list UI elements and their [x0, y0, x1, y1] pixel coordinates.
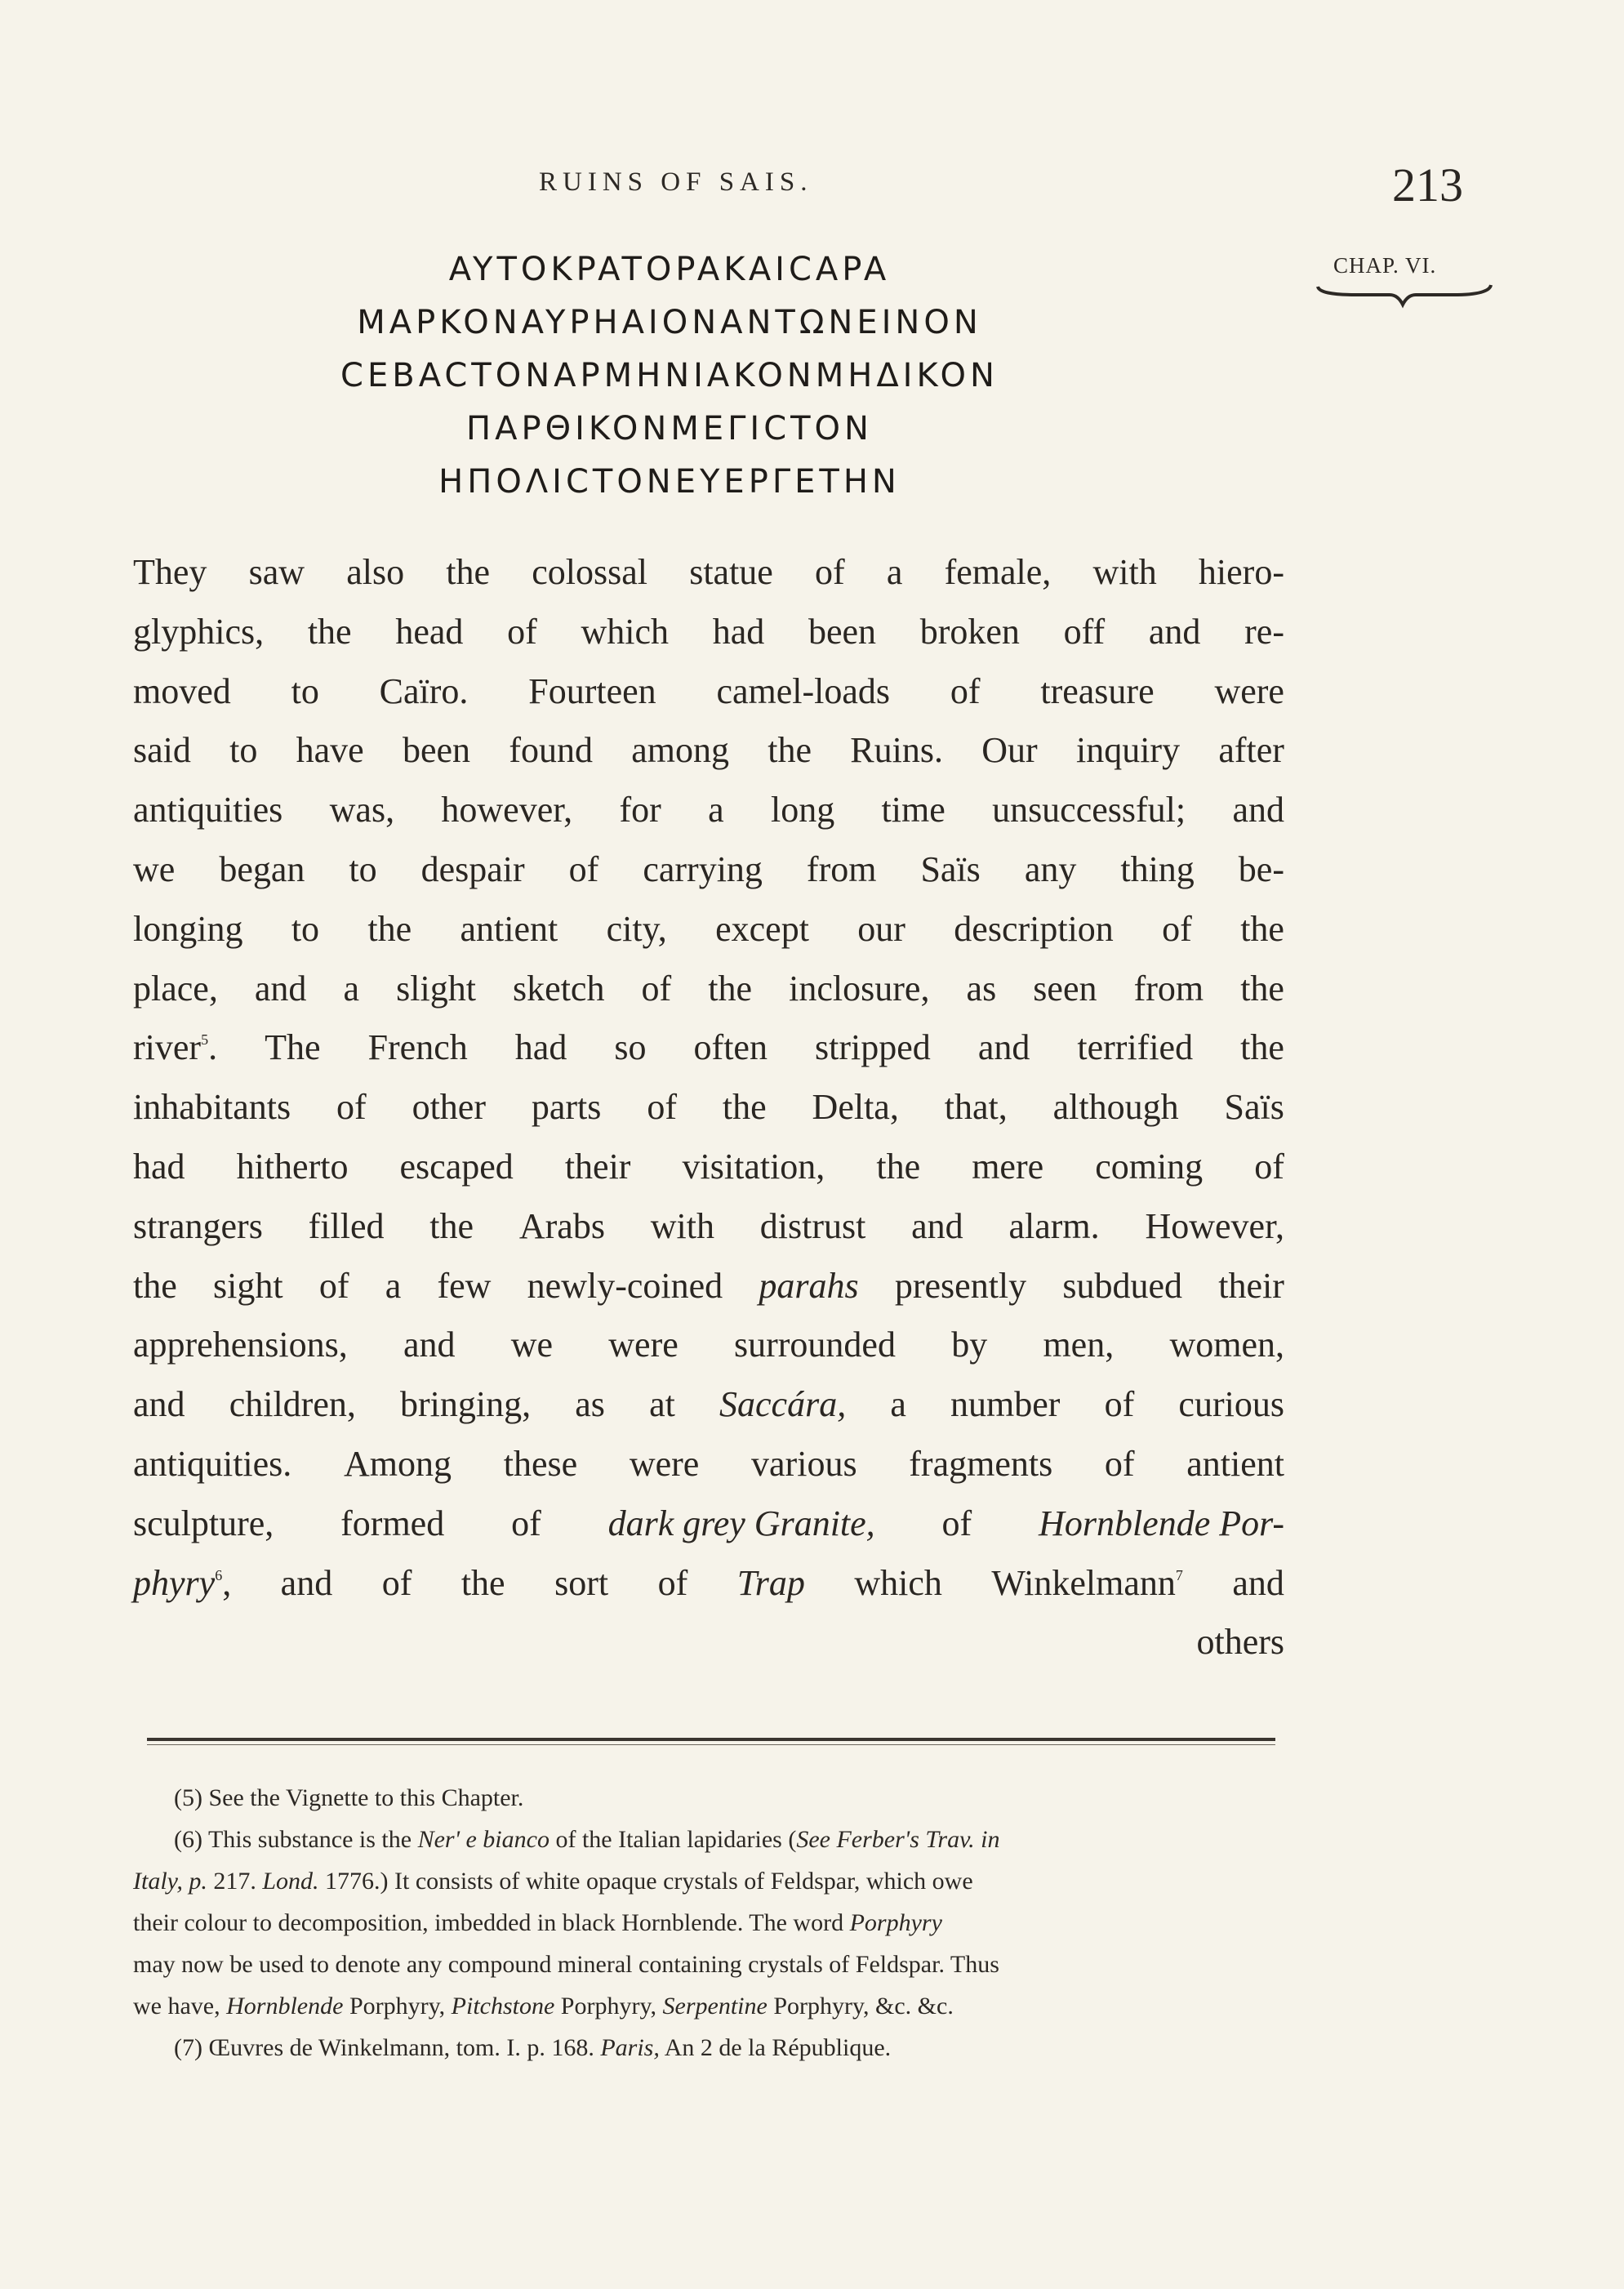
text-line: sculpture, formed of dark grey Granite, of Hornblende Por- — [133, 1503, 1284, 1543]
text-line: They saw also the colossal statue of a female, with hiero- — [133, 552, 1284, 592]
note-ref-7: 7 — [1175, 1566, 1183, 1583]
footnote-7: (7) Œuvres de Winkelmann, tom. I. p. 168. Paris, An 2 de la République. — [174, 2034, 892, 2061]
text-line: had hitherto escaped their visitation, the mere coming of — [133, 1146, 1284, 1187]
text-line: said to have been found among the Ruins. Our inquiry after — [133, 730, 1284, 771]
running-head — [0, 158, 1624, 212]
inscription-line: HΠOΛICTONEYEPΓETHN — [438, 463, 901, 501]
text-line: phyry$^6$, and of the sort of Trap which Winkelmann$^7$ and — [133, 1562, 1284, 1603]
text-line: place, and a slight sketch of the inclosure, as seen from the — [133, 968, 1284, 1009]
inscription-line: AYTOKPATOPAKAICAPA — [448, 251, 891, 288]
inscription-line: MAPKONAYPHAIONANTΩNEINON — [357, 304, 982, 341]
text-line: and children, bringing, as at Saccára, a number of curious — [133, 1384, 1284, 1425]
text-line: apprehensions, and we were surrounded by men, women, — [133, 1325, 1284, 1365]
footnote-rule-thin — [147, 1744, 1275, 1745]
inscription-line: ΠAPΘIKONMEΓICTON — [466, 410, 873, 448]
text-line: antiquities. Among these were various fragments of antient — [133, 1443, 1284, 1484]
text-line: longing to the antient city, except our description of the — [133, 908, 1284, 949]
text-line: antiquities was, however, for a long time unsuccessful; and — [133, 790, 1284, 831]
body-paragraph — [133, 543, 1284, 1672]
text-line: strangers filled the Arabs with distrust and alarm. However, — [133, 1205, 1284, 1246]
text-line: inhabitants of other parts of the Delta, that, although Saïs — [133, 1087, 1284, 1128]
footnote-5: (5) See the Vignette to this Chapter. — [174, 1784, 524, 1811]
chapter-label: CHAP. VI. — [1333, 253, 1437, 278]
greek-inscription — [269, 243, 1070, 509]
footnote-6-cont: may now be used to denote any compound mineral containing crystals of Feldspar. Thus — [133, 1951, 999, 1978]
footnote-6-cont: their colour to decomposition, imbedded in black Hornblende. The word Porphyry — [133, 1909, 942, 1936]
chapter-brace-ornament — [1315, 282, 1494, 314]
text-line: glyphics, the head of which had been broken off and re- — [133, 611, 1284, 652]
footnote-6: (6) This substance is the Ner' e bianco of the Italian lapidaries (See Ferber's Trav. in — [174, 1826, 1000, 1853]
note-ref-5: 5 — [201, 1031, 209, 1049]
running-title: RUINS OF SAIS. — [539, 167, 813, 197]
footnotes — [133, 1777, 1284, 2069]
text-line: river$^5$. The French had so often stripped and terrified the — [133, 1027, 1284, 1068]
text-line: we began to despair of carrying from Saïs any thing be- — [133, 848, 1284, 889]
note-ref-6: 6 — [215, 1566, 223, 1583]
text-line: moved to Caïro. Fourteen camel-loads of treasure were — [133, 670, 1284, 711]
footnote-6-cont: Italy, p. 217. Lond. 1776.) It consists of white opaque crystals of Feldspar, which owe — [133, 1868, 973, 1895]
catchword: others — [1196, 1622, 1284, 1663]
inscription-line: CEBACTONAPMHNIAKONMHΔIKON — [340, 357, 999, 394]
text-line: the sight of a few newly-coined parahs presently subdued their — [133, 1265, 1284, 1306]
page-number: 213 — [1392, 158, 1463, 212]
footnote-6-cont: we have, Hornblende Porphyry, Pitchstone Porphyry, Serpentine Porphyry, &c. &c. — [133, 1993, 954, 2020]
footnote-rule — [147, 1738, 1275, 1741]
